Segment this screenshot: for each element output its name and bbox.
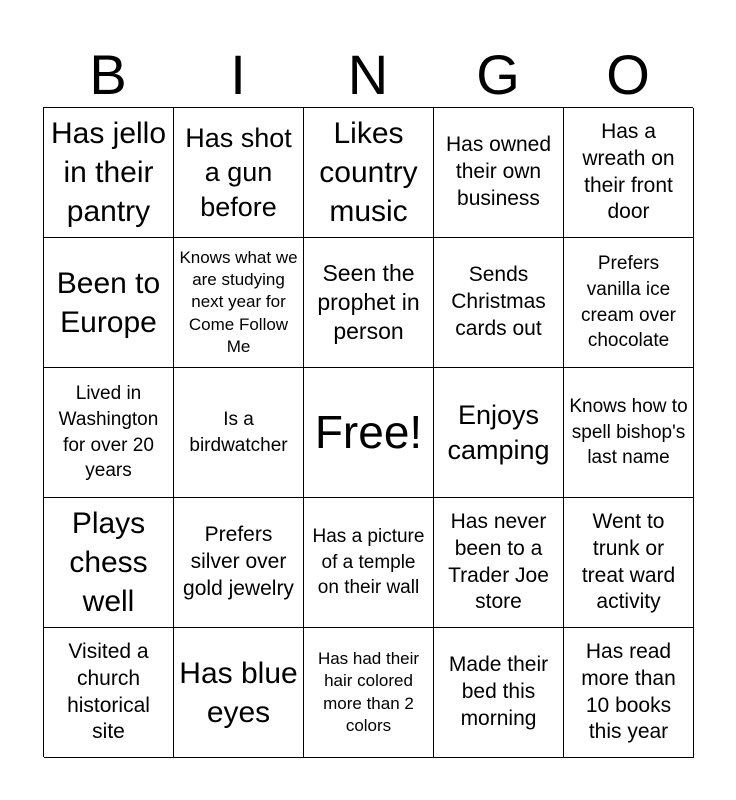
- bingo-cell[interactable]: Knows what we are studying next year for Come Follow Me: [174, 238, 304, 368]
- bingo-cell[interactable]: Made their bed this morning: [434, 628, 564, 758]
- bingo-cell[interactable]: Has jello in their pantry: [44, 108, 174, 238]
- bingo-cell[interactable]: Enjoys camping: [434, 368, 564, 498]
- bingo-cell[interactable]: Been to Europe: [44, 238, 174, 368]
- bingo-cell[interactable]: Lived in Washington for over 20 years: [44, 368, 174, 498]
- header-letter-b: B: [89, 43, 127, 106]
- bingo-cell[interactable]: Knows how to spell bishop's last name: [564, 368, 694, 498]
- bingo-cell[interactable]: Has had their hair colored more than 2 colors: [304, 628, 434, 758]
- header-letter-o: O: [606, 43, 650, 106]
- bingo-cell[interactable]: Has blue eyes: [174, 628, 304, 758]
- header-letter-i: I: [230, 43, 246, 106]
- header-letter-g: G: [476, 43, 520, 106]
- bingo-cell[interactable]: Has a picture of a temple on their wall: [304, 498, 434, 628]
- bingo-cell[interactable]: Went to trunk or treat ward activity: [564, 498, 694, 628]
- free-space[interactable]: Free!: [304, 368, 434, 498]
- bingo-cell[interactable]: Prefers vanilla ice cream over chocolate: [564, 238, 694, 368]
- bingo-cell[interactable]: Has never been to a Trader Joe store: [434, 498, 564, 628]
- bingo-header: [43, 42, 693, 108]
- bingo-cell[interactable]: Has shot a gun before: [174, 108, 304, 238]
- bingo-cell[interactable]: Has owned their own business: [434, 108, 564, 238]
- bingo-cell[interactable]: Is a birdwatcher: [174, 368, 304, 498]
- bingo-cell[interactable]: Prefers silver over gold jewelry: [174, 498, 304, 628]
- bingo-cell[interactable]: Visited a church historical site: [44, 628, 174, 758]
- bingo-board: [43, 107, 693, 757]
- bingo-cell[interactable]: Has a wreath on their front door: [564, 108, 694, 238]
- bingo-cell[interactable]: Has read more than 10 books this year: [564, 628, 694, 758]
- bingo-cell[interactable]: Likes country music: [304, 108, 434, 238]
- bingo-cell[interactable]: Plays chess well: [44, 498, 174, 628]
- bingo-cell[interactable]: Sends Christmas cards out: [434, 238, 564, 368]
- header-letter-n: N: [347, 43, 389, 106]
- bingo-cell[interactable]: Seen the prophet in person: [304, 238, 434, 368]
